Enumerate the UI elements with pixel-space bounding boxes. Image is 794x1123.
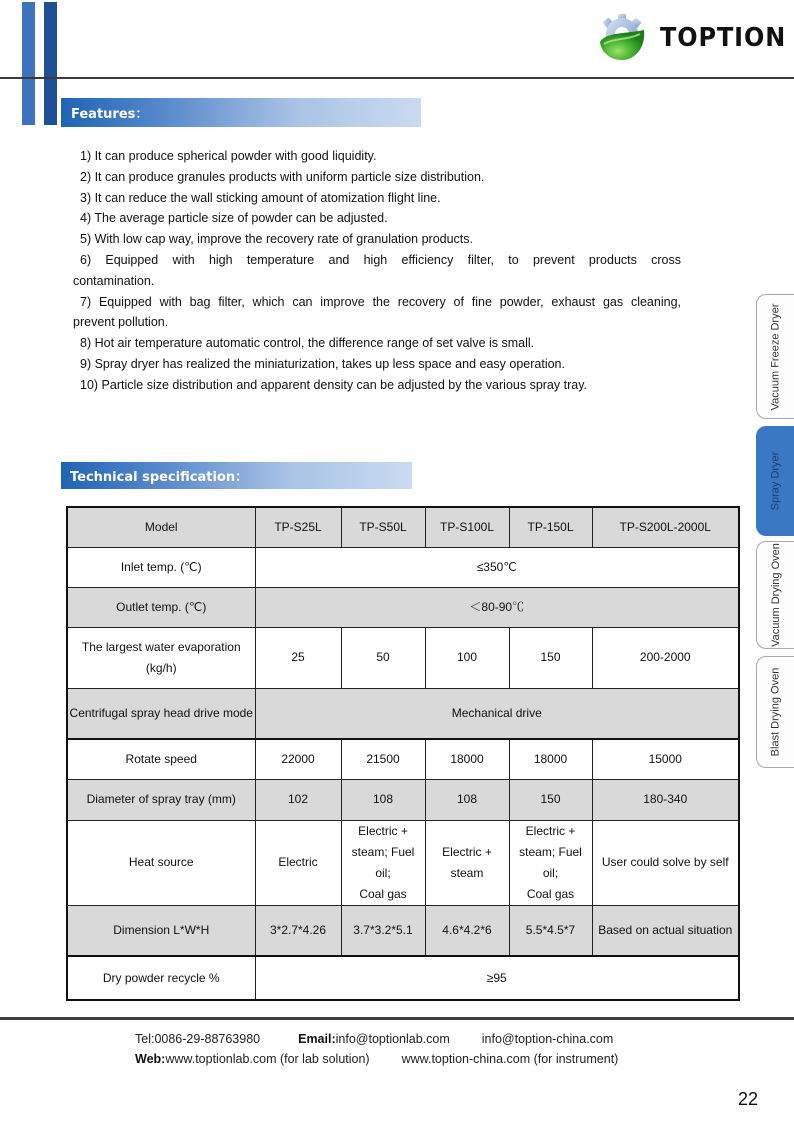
feature-item: 1) It can produce spherical powder with good liquidity. (80, 149, 377, 163)
row-label: Model (67, 507, 255, 547)
value-cell: 21500 (341, 739, 425, 779)
table-row-recycle (67, 956, 739, 1000)
spec-heading: Technical specification： (61, 462, 412, 489)
table-row-heat (67, 820, 739, 905)
side-tab-vacuum-freeze-dryer[interactable] (756, 294, 794, 419)
side-tab-blast-drying-oven[interactable] (756, 656, 794, 768)
brand-name: TOPTION (660, 23, 787, 53)
value-line: steam; Fuel oil; (519, 844, 582, 880)
value-cell (509, 820, 592, 905)
contact-row (135, 1029, 618, 1049)
feature-item: 4) The average particle size of powder can be adjusted. (80, 211, 388, 226)
feature-item-continuation: contamination. (73, 273, 155, 288)
gear-leaf-logo-icon (596, 12, 648, 64)
feature-item: 5) With low cap way, improve the recovery rate of granulation products. (80, 232, 473, 247)
tel-label: Tel: (135, 1032, 155, 1046)
row-label-line: The largest water evaporation (81, 639, 241, 654)
table-row-model (67, 507, 739, 547)
web-link[interactable]: www.toptionlab.com (for lab solution) (165, 1052, 370, 1066)
value-line: User could solve by self (601, 855, 729, 869)
row-label (67, 627, 255, 688)
table-row-outlet (67, 587, 739, 627)
row-label-line: (kg/h) (145, 660, 177, 675)
spec-table (66, 506, 740, 1001)
row-label: Centrifugal spray head drive mode (67, 688, 255, 739)
side-tab-label: Vacuum Freeze Dryer (769, 303, 782, 410)
side-tab-label: Vacuum Drying Oven (769, 543, 782, 647)
value-cell: 3.7*3.2*5.1 (341, 905, 425, 956)
value-line: Coal gas (359, 886, 407, 901)
value-cell: Mechanical drive (255, 688, 739, 739)
row-label: Dimension L*W*H (67, 905, 255, 956)
model-cell: TP-S50L (341, 507, 425, 547)
footer-divider (0, 1017, 794, 1020)
value-cell: 15000 (592, 739, 739, 779)
table-row-drive (67, 688, 739, 739)
value-cell: 18000 (509, 739, 592, 779)
page-number: 22 (738, 1089, 759, 1109)
row-label: Heat source (67, 820, 255, 905)
table-row-dimension (67, 905, 739, 956)
value-line: Coal gas (526, 886, 575, 901)
value-cell: 22000 (255, 739, 341, 779)
table-row-inlet (67, 547, 739, 587)
feature-item: 9) Spray dryer has realized the miniaturization, takes up less space and easy operation. (80, 356, 565, 371)
value-cell: 102 (255, 779, 341, 820)
value-cell: 18000 (425, 739, 509, 779)
value-cell: Based on actual situation (592, 905, 739, 956)
value-cell: 50 (341, 627, 425, 688)
value-cell: 200-2000 (592, 627, 739, 688)
table-row-speed (67, 739, 739, 779)
tel-value: 0086-29-88763980 (154, 1032, 261, 1046)
web-row (135, 1049, 618, 1069)
value-cell (425, 820, 509, 905)
decorative-bar-dark (44, 2, 57, 125)
value-line: Electric + (442, 844, 492, 859)
web-label: Web: (135, 1052, 166, 1066)
contact-footer (135, 1029, 618, 1069)
value-cell: 4.6*4.2*6 (425, 905, 509, 956)
value-cell (255, 820, 341, 905)
model-cell: TP-150L (509, 507, 592, 547)
row-label: Rotate speed (67, 739, 255, 779)
value-line: Electric (278, 855, 318, 869)
value-cell: 150 (509, 627, 592, 688)
row-label: Inlet temp. (℃) (67, 547, 255, 587)
side-tab-label: Spray Dryer (769, 451, 782, 511)
row-label: Diameter of spray tray (mm) (67, 779, 255, 820)
feature-item-continuation: prevent pollution. (73, 315, 169, 330)
table-row-tray (67, 779, 739, 820)
side-tab-vacuum-drying-oven[interactable] (756, 541, 794, 649)
model-cell: TP-S25L (255, 507, 341, 547)
value-line: steam; Fuel oil; (351, 844, 415, 880)
feature-item: 3) It can reduce the wall sticking amount of atomization flight line. (80, 190, 441, 205)
feature-item: 7) Equipped with bag filter, which can improve the recovery of fine powder, exhaust gas cleaning, (80, 294, 681, 309)
model-cell: TP-S200L-2000L (592, 507, 739, 547)
header-divider (0, 77, 794, 79)
brand-logo (596, 12, 794, 64)
feature-item: 8) Hot air temperature automatic control, the difference range of set valve is small. (80, 336, 535, 351)
side-tab-label: Blast Drying Oven (769, 667, 782, 757)
decorative-bar-light (22, 2, 35, 125)
value-cell: 5.5*4.5*7 (509, 905, 592, 956)
value-cell: 108 (341, 779, 425, 820)
value-line: steam (450, 865, 484, 880)
value-cell: ≤350℃ (255, 547, 739, 587)
table-row-evaporation (67, 627, 739, 688)
row-label: Dry powder recycle % (67, 956, 255, 1000)
value-cell: 25 (255, 627, 341, 688)
model-cell: TP-S100L (425, 507, 509, 547)
value-cell: 180-340 (592, 779, 739, 820)
value-line: Electric + (525, 823, 576, 838)
value-cell: 100 (425, 627, 509, 688)
email-label: Email: (298, 1032, 336, 1046)
feature-item: 6) Equipped with high temperature and high efficiency filter, to prevent products cross (80, 252, 681, 267)
feature-item: 2) It can produce granules products with uniform particle size distribution. (80, 169, 485, 184)
value-cell (592, 820, 739, 905)
email-link[interactable]: info@toptionlab.com (335, 1032, 450, 1046)
features-list (73, 146, 681, 396)
value-cell: 150 (509, 779, 592, 820)
value-cell: ＜80-90℃ (255, 587, 739, 627)
feature-item: 10) Particle size distribution and apparent density can be adjusted by the various spray tray. (80, 377, 587, 392)
side-tab-spray-dryer[interactable] (756, 426, 794, 536)
email-link[interactable]: info@toption-china.com (481, 1032, 614, 1046)
value-cell: 3*2.7*4.26 (255, 905, 341, 956)
value-cell: ≥95 (255, 956, 739, 1000)
row-label: Outlet temp. (℃) (67, 587, 255, 627)
value-cell (341, 820, 425, 905)
features-heading: Features： (61, 98, 421, 127)
value-cell: 108 (425, 779, 509, 820)
value-line: Electric + (358, 823, 408, 838)
web-link[interactable]: www.toption-china.com (for instrument) (401, 1052, 619, 1066)
